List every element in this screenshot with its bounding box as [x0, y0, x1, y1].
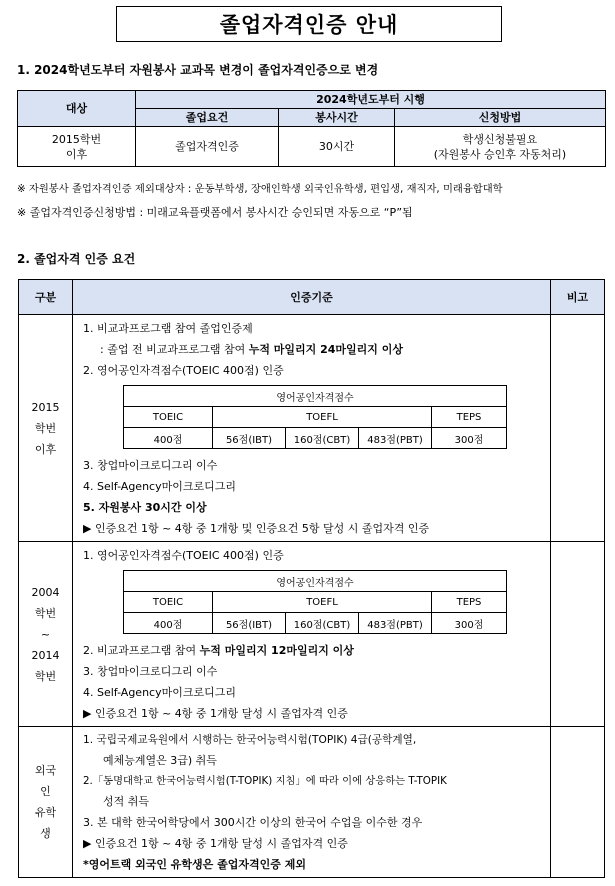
score-toeic: 400점	[124, 613, 213, 634]
item-2004-3: 3. 창업마이크로디그리 이수	[83, 665, 218, 678]
cell-hours: 30시간	[279, 127, 395, 167]
summary-2015: ▶ 인증요건 1항 ~ 4항 중 1개항 및 인증요건 5항 달성 시 졸업자격 인증	[83, 522, 430, 535]
summary-foreign: ▶ 인증요건 1항 ~ 4항 중 1개항 달성 시 졸업자격 인증	[83, 837, 348, 850]
item-2015-1-detail-text: : 졸업 전 비교과프로그램 참여	[100, 343, 249, 356]
page-title-text: 졸업자격인증 안내	[219, 13, 399, 37]
label-2004	[19, 542, 73, 727]
item-2004-2	[83, 640, 550, 661]
cell-requirement: 졸업자격인증	[136, 127, 279, 167]
score-cbt: 160점(CBT)	[286, 428, 359, 449]
score-header-toefl: TOEFL	[213, 592, 432, 613]
header-method: 신청방법	[395, 109, 606, 127]
header-category: 구분	[19, 280, 73, 315]
score-ibt: 56점(IBT)	[213, 613, 286, 634]
item-foreign-1: 1. 국립국제교육원에서 시행하는 한국어능력시험(TOPIK) 4급(공학계열,	[83, 734, 417, 746]
cell-target	[18, 127, 136, 167]
header-remarks: 비고	[551, 280, 605, 315]
label-2015-line-2: 학번	[34, 421, 57, 435]
exclusion-note: ※ 자원봉사 졸업자격인증 제외대상자 : 운동부학생, 장애인학생 외국인유학생, 편입생, 재직자, 미래융합대학	[17, 183, 503, 195]
method-line-1: 학생신청불필요	[462, 132, 538, 146]
row-2015	[19, 315, 605, 542]
score-toeic: 400점	[124, 428, 213, 449]
label-foreign-line-3: 유학	[34, 806, 57, 819]
label-2004-line-4: 2014	[31, 648, 60, 662]
label-2015	[19, 315, 73, 542]
score-teps: 300점	[432, 613, 507, 634]
header-requirement: 졸업요건	[136, 109, 279, 127]
remarks-2004	[551, 542, 605, 727]
label-2004-line-5: 학번	[34, 669, 57, 683]
criteria-2015	[73, 315, 551, 542]
header-target: 대상	[18, 91, 136, 127]
score-table-2004	[123, 570, 507, 634]
foreign-footnote: *영어트랙 외국인 유학생은 졸업자격인증 제외	[83, 858, 306, 871]
score-pbt: 483점(PBT)	[359, 613, 432, 634]
score-header-toefl: TOEFL	[213, 407, 432, 428]
label-2015-line-1: 2015	[31, 400, 60, 414]
score-caption: 영어공인자격점수	[124, 386, 507, 407]
summary-2004: ▶ 인증요건 1항 ~ 4항 중 1개항 달성 시 졸업자격 인증	[83, 707, 348, 720]
remarks-foreign	[551, 727, 605, 878]
header-group: 2024학년도부터 시행	[136, 91, 606, 109]
item-2015-3: 3. 창업마이크로디그리 이수	[83, 459, 218, 472]
method-line-2: (자원봉사 승인후 자동처리)	[433, 147, 567, 161]
section2-heading: 2. 졸업자격 인증 요건	[17, 252, 136, 266]
item-2015-1-detail-bold: 누적 마일리지 24마일리지 이상	[248, 343, 404, 356]
item-2015-2: 2. 영어공인자격점수(TOEIC 400점) 인증	[83, 364, 284, 377]
criteria-2004	[73, 542, 551, 727]
remarks-2015	[551, 315, 605, 542]
score-table-2015	[123, 385, 507, 449]
label-foreign-line-1: 외국	[34, 764, 57, 777]
requirements-table	[18, 279, 605, 878]
score-ibt: 56점(IBT)	[213, 428, 286, 449]
item-foreign-2-cont: 성적 취득	[103, 795, 150, 808]
item-2004-1: 1. 영어공인자격점수(TOEIC 400점) 인증	[83, 549, 284, 562]
row-2004	[19, 542, 605, 727]
label-foreign-line-4: 생	[40, 827, 51, 840]
label-2015-line-3: 이후	[34, 442, 57, 456]
header-hours: 봉사시간	[279, 109, 395, 127]
score-header-toeic: TOEIC	[124, 592, 213, 613]
target-line-2: 이후	[65, 147, 88, 161]
score-caption: 영어공인자격점수	[124, 571, 507, 592]
item-2015-1: 1. 비교과프로그램 참여 졸업인증제	[83, 322, 253, 335]
label-foreign	[19, 727, 73, 878]
score-pbt: 483점(PBT)	[359, 428, 432, 449]
score-header-toeic: TOEIC	[124, 407, 213, 428]
score-header-teps: TEPS	[432, 592, 507, 613]
label-foreign-line-2: 인	[40, 785, 51, 798]
item-2015-5: 5. 자원봉사 30시간 이상	[83, 501, 207, 514]
cell-method	[395, 127, 606, 167]
score-cbt: 160점(CBT)	[286, 613, 359, 634]
item-2004-2-bold: 누적 마일리지 12마일리지 이상	[199, 644, 354, 657]
item-foreign-2: 2.「동명대학교 한국어능력시험(T-TOPIK) 지침」에 따라 이에 상응하는 T-TOPIK	[83, 775, 447, 787]
section1-heading: 1. 2024학년도부터 자원봉사 교과목 변경이 졸업자격인증으로 변경	[17, 63, 379, 77]
row-foreign	[19, 727, 605, 878]
item-foreign-3: 3. 본 대학 한국어학당에서 300시간 이상의 한국어 수업을 이수한 경우	[83, 816, 423, 829]
item-2004-4: 4. Self-Agency마이크로디그리	[83, 686, 236, 699]
score-teps: 300점	[432, 428, 507, 449]
item-2015-1-detail	[83, 339, 550, 360]
label-2004-line-2: 학번	[34, 606, 57, 620]
criteria-foreign	[73, 727, 551, 878]
schedule-table	[17, 90, 606, 167]
label-2004-line-3: ~	[40, 627, 51, 641]
header-criteria: 인증기준	[73, 280, 551, 315]
item-2015-4: 4. Self-Agency마이크로디그리	[83, 480, 236, 493]
item-2004-2-text: 2. 비교과프로그램 참여	[83, 644, 200, 657]
item-foreign-1-cont: 예체능계열은 3급) 취득	[103, 754, 217, 767]
target-line-1: 2015학번	[51, 132, 102, 146]
score-header-teps: TEPS	[432, 407, 507, 428]
label-2004-line-1: 2004	[31, 585, 60, 599]
application-note: ※ 졸업자격인증신청방법 : 미래교육플랫폼에서 봉사시간 승인되면 자동으로 “P”됨	[17, 206, 413, 219]
page-title	[116, 6, 502, 42]
